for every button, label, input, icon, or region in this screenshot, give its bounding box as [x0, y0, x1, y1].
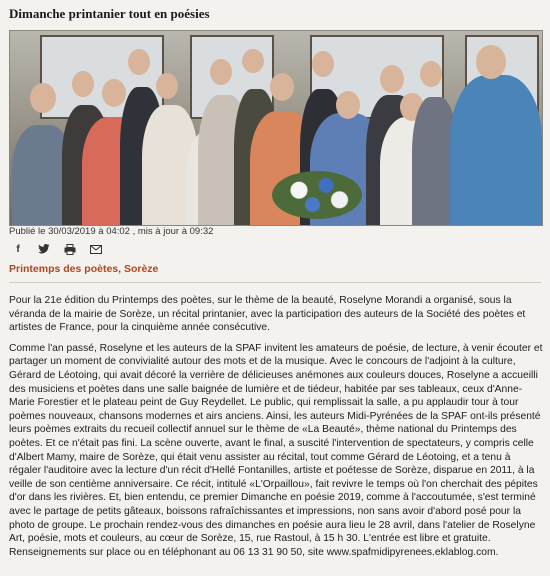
print-icon[interactable] — [64, 243, 76, 255]
person-head — [72, 71, 94, 97]
person-head — [380, 65, 404, 93]
group-photo — [9, 30, 543, 226]
person-head — [102, 79, 126, 107]
twitter-icon[interactable] — [38, 243, 50, 255]
email-icon[interactable] — [90, 243, 102, 255]
publish-meta: Publié le 30/03/2019 à 04:02 , mis à jour à 09:32 — [9, 226, 214, 237]
paragraph: Comme l'an passé, Roselyne et les auteurs de la SPAF invitent les amateurs de poésie, de lecture, à venir écouter et partager un moment de convivialité autour des mots et de la musique. Avec le concours de l'adjoint à la culture, Gérard de Léotoing, qui avait décoré la verrière de délicieuses anémones aux couleurs douces, Roselyne a accueilli des musiciens et poètes dans une salle baignée de lumière et de tiédeur, habitée par ses tableaux, ceux d'Anne-Marie Forestier et le plateau peint de Guy Reydellet. Le public, qui remplissait la salle, a pu applaudir tour à tour poèmes nouveaux, chansons modernes et airs anciens. Ainsi, les auteurs Midi-Pyrénées de la SPAF ont-ils présenté leurs poèmes extraits du recueil collectif annuel sur le thème de «La Beauté», thème national du Printemps des poètes. Et ce n'était pas fini. La scène ouverte, avant le final, a suscité l'intervention de spectateurs, y compris celle d'Albert Mamy, maire de Sorèze, qui était venu assister au récital, tout comme Gérard de Léotoing, et a tenu à régaler l'auditoire avec la lecture d'un récit d'Hellé Fontanilles, artiste et poétesse de Sorèze, disparue en 2011, à la veille de son centième anniversaire. Ce récit, intitulé «L'Orpaillou», fait revivre le temps où l'on cherchait des pépites d'or dans les rivières. Et, bien entendu, ce premier Dimanche en poésie 2019, comme à l'accoutumée, s'est terminé avec le partage de petits gâteaux, boissons rafraîchissantes et impressions, non sans avoir d'abord posé pour la photo de groupe. Le prochain rendez-vous des dimanches en poésie aura lieu le 28 avril, dans l'atelier de Roselyne Art, poésie, mots et couleurs, au cœur de Sorèze, 15, rue Rastoul, à 15 h 30. L'entrée est libre et gratuite. Renseignements sur place ou en téléphonant au 06 13 31 90 50, site www.spafmidipyrenees.eklablog.com. — [9, 342, 543, 558]
person-head — [420, 61, 442, 87]
person — [450, 75, 542, 226]
person-head — [128, 49, 150, 75]
article-tags[interactable]: Printemps des poètes, Sorèze — [9, 263, 159, 275]
person-head — [156, 73, 178, 99]
article-title: Dimanche printanier tout en poésies — [9, 6, 210, 21]
paragraph: Pour la 21e édition du Printemps des poètes, sur le thème de la beauté, Roselyne Morandi a organisé, sous la véranda de la mairie de Sorèze, un récital printanier, avec la participation des auteurs de la Société des poètes et artistes de France, pour la cinquième année consécutive. — [9, 295, 526, 334]
article-body — [9, 294, 543, 566]
person-head — [312, 51, 334, 77]
person-head — [270, 73, 294, 101]
divider — [9, 282, 541, 283]
person-head — [476, 45, 506, 79]
person-head — [336, 91, 360, 119]
person-head — [242, 49, 264, 73]
facebook-icon[interactable]: f — [16, 243, 20, 255]
person-head — [30, 83, 56, 113]
share-bar — [12, 243, 102, 255]
person-head — [210, 59, 232, 85]
flower-bouquet — [272, 171, 362, 219]
